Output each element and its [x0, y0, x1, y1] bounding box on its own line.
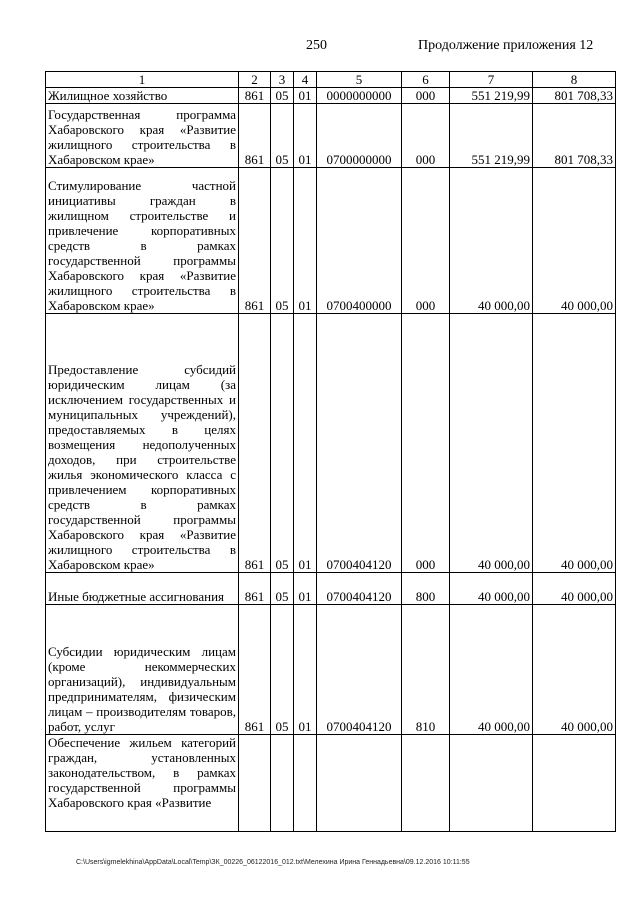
row-name: Обеспечение жильем категорий граждан, установленных законодательством, в рамках государственной программы Хабаровского края «Развитие	[46, 735, 239, 832]
cell-expense-type: 800	[402, 573, 450, 605]
row-name: Государственная программа Хабаровского края «Развитие жилищного строительства в Хабаровском крае»	[46, 104, 239, 168]
cell-amount-2017: 551 219,99	[450, 88, 533, 104]
table-row	[46, 104, 616, 168]
row-name: Иные бюджетные ассигнования	[46, 573, 239, 605]
cell-code: 861	[239, 88, 271, 104]
cell-amount-2018: 801 708,33	[533, 104, 616, 168]
row-name: Жилищное хозяйство	[46, 88, 239, 104]
cell-expense-type: 000	[402, 314, 450, 573]
cell-amount-2018: 801 708,33	[533, 88, 616, 104]
table-header-row	[46, 72, 616, 88]
cell-code	[239, 735, 271, 832]
row-name: Субсидии юридическим лицам (кроме некоммерческих организаций), индивидуальным предпринимателям, физическим лицам – производителям товаров, работ, услуг	[46, 605, 239, 735]
cell-target: 0700000000	[317, 104, 402, 168]
cell-section: 05	[271, 573, 294, 605]
cell-target: 0700404120	[317, 314, 402, 573]
cell-expense-type: 000	[402, 88, 450, 104]
cell-section: 05	[271, 314, 294, 573]
cell-target: 0700404120	[317, 573, 402, 605]
cell-amount-2017: 551 219,99	[450, 104, 533, 168]
column-header: 8	[533, 72, 616, 88]
cell-amount-2017: 40 000,00	[450, 168, 533, 314]
cell-section: 05	[271, 605, 294, 735]
budget-table	[45, 71, 616, 832]
cell-target: 0700404120	[317, 605, 402, 735]
column-header: 5	[317, 72, 402, 88]
cell-subsection: 01	[294, 573, 317, 605]
cell-expense-type: 000	[402, 168, 450, 314]
cell-section: 05	[271, 88, 294, 104]
table-row	[46, 314, 616, 573]
cell-amount-2018: 40 000,00	[533, 573, 616, 605]
row-name: Стимулирование частной инициативы граждан в жилищном строительстве и привлечение корпоративных средств в рамках государственной программы Хабаровского края «Развитие жилищного строительства в Хабаровском крае»	[46, 168, 239, 314]
table-row	[46, 573, 616, 605]
table-row	[46, 88, 616, 104]
cell-subsection: 01	[294, 168, 317, 314]
cell-subsection: 01	[294, 104, 317, 168]
cell-subsection	[294, 735, 317, 832]
cell-code: 861	[239, 573, 271, 605]
cell-amount-2018: 40 000,00	[533, 168, 616, 314]
cell-section: 05	[271, 104, 294, 168]
row-name: Предоставление субсидий юридическим лицам (за исключением государственных и муниципальных учреждений), предоставляемых в целях возмещения недополученных доходов, при строительстве жилья экономического класса с привлечением корпоративных средств в рамках государственной программы Хабаровского края «Развитие жилищного строительства в Хабаровском крае»	[46, 314, 239, 573]
table-row	[46, 605, 616, 735]
column-header: 4	[294, 72, 317, 88]
cell-code: 861	[239, 104, 271, 168]
cell-code: 861	[239, 605, 271, 735]
cell-amount-2017: 40 000,00	[450, 314, 533, 573]
cell-amount-2018: 40 000,00	[533, 605, 616, 735]
column-header: 1	[46, 72, 239, 88]
cell-target: 0000000000	[317, 88, 402, 104]
page-number: 250	[306, 38, 327, 53]
column-header: 2	[239, 72, 271, 88]
cell-section: 05	[271, 168, 294, 314]
cell-amount-2017: 40 000,00	[450, 605, 533, 735]
cell-section	[271, 735, 294, 832]
cell-amount-2017: 40 000,00	[450, 573, 533, 605]
cell-target: 0700400000	[317, 168, 402, 314]
cell-subsection: 01	[294, 605, 317, 735]
table-row	[46, 168, 616, 314]
cell-subsection: 01	[294, 88, 317, 104]
cell-amount-2017	[450, 735, 533, 832]
cell-amount-2018	[533, 735, 616, 832]
table-row	[46, 735, 616, 832]
cell-amount-2018: 40 000,00	[533, 314, 616, 573]
column-header: 7	[450, 72, 533, 88]
cell-subsection: 01	[294, 314, 317, 573]
appendix-caption: Продолжение приложения 12	[418, 38, 594, 53]
cell-expense-type	[402, 735, 450, 832]
file-path-footer: C:\Users\igmelekhina\AppData\Local\Temp\ЗК_00226_06122016_012.txt\Мелехина Ирина Геннадьевна\09.12.2016 10:11:55	[76, 859, 470, 866]
cell-code: 861	[239, 168, 271, 314]
column-header: 6	[402, 72, 450, 88]
cell-expense-type: 810	[402, 605, 450, 735]
cell-expense-type: 000	[402, 104, 450, 168]
cell-target	[317, 735, 402, 832]
column-header: 3	[271, 72, 294, 88]
cell-code: 861	[239, 314, 271, 573]
